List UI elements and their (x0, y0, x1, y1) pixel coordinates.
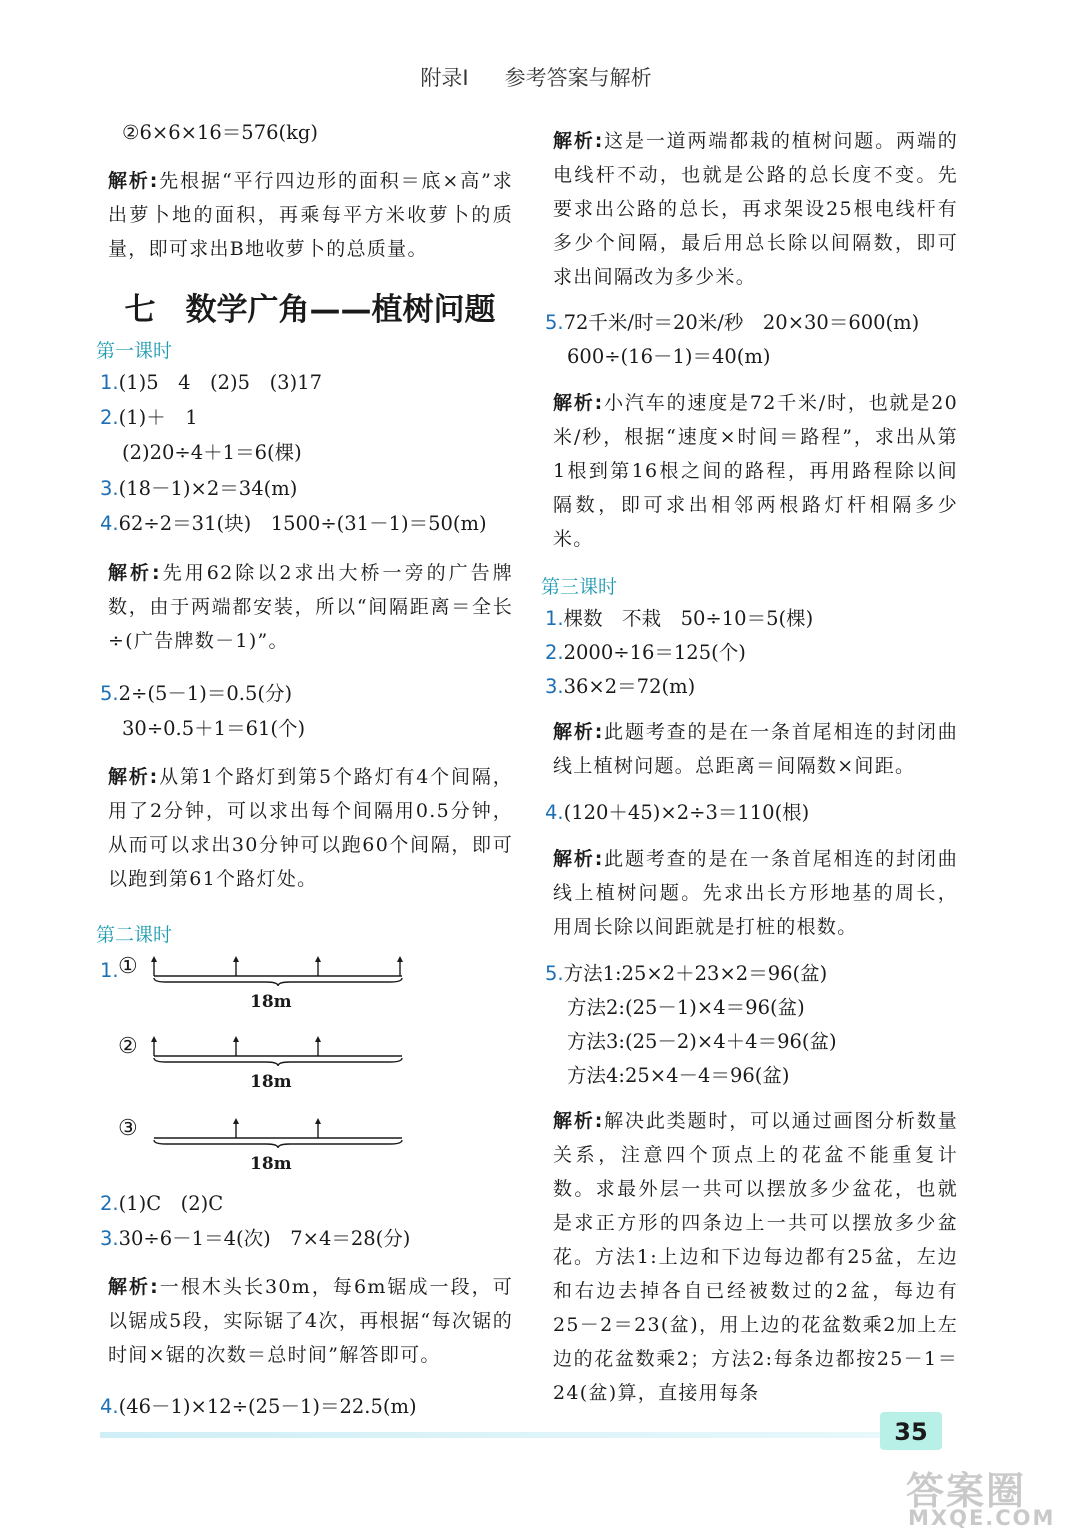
lesson-heading: 第二课时 (96, 924, 173, 946)
question-line (100, 1226, 410, 1252)
question-number: 1. (100, 371, 119, 394)
watermark-url: MXQE.COM (908, 1506, 1056, 1530)
arrow-head (233, 1118, 239, 1124)
segment-figure (146, 954, 416, 988)
analysis-tag: 解析: (108, 1276, 160, 1298)
length-brace (154, 1058, 402, 1066)
analysis-text: 一根木头长30m，每6m锯成一段，可以锯成5段，实际锯了4次，再根据“每次锯的时间×锯的次数＝总时间”解答即可。 (108, 1276, 514, 1366)
answer-text: 62÷2＝31(块) 1500÷(31－1)＝50(m) (118, 512, 487, 535)
question-number: 5. (545, 962, 564, 985)
answer-text: 72千米/时＝20米/秒 20×30＝600(m) (563, 311, 920, 334)
question-number: 5. (545, 311, 564, 334)
analysis-block (553, 842, 958, 944)
answer-text: (1)C (2)C (118, 1192, 224, 1215)
tree-diagram-1 (100, 954, 420, 1016)
analysis-text: 先根据“平行四边形的面积＝底×高”求出萝卜地的面积，再乘每平方米收萝卜的质量，即可求出B地收萝卜的总质量。 (108, 170, 514, 260)
question-line (100, 476, 297, 502)
answer-line: 方法3:(25－2)×4＋4＝96(盆) (567, 1030, 837, 1053)
answer-text: 棵数 不栽 50÷10＝5(棵) (563, 607, 814, 630)
analysis-text: 小汽车的速度是72千米/时，也就是20米/秒，根据“速度×时间＝路程”，求出从第1根到第16根之间的路程，再用路程除以间隔数，即可求出相邻两根路灯杆相隔多少米。 (553, 392, 958, 550)
length-label: 18m (250, 1154, 292, 1174)
length-brace (154, 978, 402, 986)
arrow-head (315, 1036, 321, 1042)
answer-text: 方法1:25×2＋23×2＝96(盆) (563, 962, 828, 985)
analysis-text: 此题考查的是在一条首尾相连的封闭曲线上植树问题。总距离＝间隔数×间距。 (553, 721, 958, 777)
arrow-head (233, 956, 239, 962)
answer-line: 方法4:25×4－4＝96(盆) (567, 1064, 790, 1087)
analysis-tag: 解析: (108, 766, 159, 788)
answer-text: (1)5 4 (2)5 (3)17 (118, 371, 323, 394)
question-line (100, 681, 292, 707)
arrow-head (151, 956, 157, 962)
tree-diagram-3 (100, 1116, 420, 1178)
arrow-head (233, 1036, 239, 1042)
analysis-block (553, 715, 958, 783)
diagram-marker: ② (118, 1034, 138, 1059)
analysis-block (553, 386, 958, 556)
analysis-block (108, 760, 513, 896)
question-line (545, 310, 919, 336)
analysis-text: 此题考查的是在一条首尾相连的封闭曲线上植树问题。先求出长方形地基的周长，用周长除以间距就是打桩的根数。 (553, 848, 958, 938)
answer-text: (1)＋ 1 (118, 406, 198, 429)
answer-line: ②6×6×16＝576(kg) (122, 121, 319, 144)
answer-text: (120＋45)×2÷3＝110(根) (563, 801, 810, 824)
question-number: 2. (100, 1192, 119, 1215)
answer-line: 600÷(16－1)＝40(m) (567, 345, 771, 368)
analysis-text: 从第1个路灯到第5个路灯有4个间隔，用了2分钟，可以求出每个间隔用0.5分钟，从而可以求出30分钟可以跑60个间隔，即可以跑到第61个路灯处。 (108, 766, 514, 890)
question-line (100, 511, 487, 537)
answer-line: 30÷0.5＋1＝61(个) (122, 717, 306, 740)
question-line (545, 961, 827, 987)
analysis-text: 先用62除以2求出大桥一旁的广告牌数，由于两端都安装，所以“间隔距离＝全长÷(广告牌数－1)”。 (108, 562, 514, 652)
question-line (545, 640, 746, 666)
question-number: 1. (545, 607, 564, 630)
segment-figure (146, 1034, 416, 1068)
answer-text: (46－1)×12÷(25－1)＝22.5(m) (118, 1395, 417, 1418)
length-label: 18m (250, 1072, 292, 1092)
length-brace (154, 1140, 402, 1148)
analysis-tag: 解析: (553, 721, 604, 743)
segment-figure (146, 1116, 416, 1150)
watermark-text: 答案圈 (906, 1469, 1027, 1513)
question-number: 4. (100, 512, 119, 535)
page-number: 35 (880, 1412, 942, 1450)
page-header (0, 62, 1072, 92)
analysis-tag: 解析: (553, 848, 604, 870)
section-name: 数学广角——植树问题 (185, 292, 496, 328)
question-number: 4. (545, 801, 564, 824)
question-number: 3. (100, 477, 119, 500)
analysis-tag: 解析: (553, 130, 604, 152)
answer-line: (2)20÷4＋1＝6(棵) (122, 441, 302, 464)
question-line (100, 1394, 417, 1420)
question-line (545, 800, 809, 826)
lesson-heading: 第一课时 (96, 340, 173, 362)
answer-text: (18－1)×2＝34(m) (118, 477, 298, 500)
question-number: 4. (100, 1395, 119, 1418)
arrow-head (315, 956, 321, 962)
tree-diagram-2 (100, 1034, 420, 1096)
question-line (545, 674, 695, 700)
analysis-text: 这是一道两端都栽的植树问题。两端的电线杆不动，也就是公路的总长度不变。先要求出公路的总长，再求架设25根电线杆有多少个间隔，最后用总长除以间隔数，即可求出间隔改为多少米。 (553, 130, 958, 288)
question-number: 5. (100, 682, 119, 705)
analysis-block (108, 164, 513, 266)
answer-text: 2÷(5－1)＝0.5(分) (118, 682, 293, 705)
diagram-marker: ① (118, 954, 138, 979)
question-number: 3. (545, 675, 564, 698)
analysis-block (553, 124, 958, 294)
analysis-text: 解决此类题时，可以通过画图分析数量关系，注意四个顶点上的花盆不能重复计数。求最外层一共可以摆放多少盆花，也就是求正方形的四条边上一共可以摆放多少盆花。方法1:上边和下边每边都有25盆，左边和右边去掉各自已经被数过的2盆，每边有25－2＝23(盆)，用上边的花盆数乘2加上左边的花盆数乘2；方法2:每条边都按25－1＝24(盆)算，直接用每条 (553, 1110, 958, 1404)
lesson-heading: 第三课时 (541, 576, 618, 598)
arrow-head (151, 1036, 157, 1042)
question-line (100, 405, 198, 431)
question-number: 2. (100, 406, 119, 429)
answer-text: 30÷6－1＝4(次) 7×4＝28(分) (118, 1227, 411, 1250)
question-number: 3. (100, 1227, 119, 1250)
appendix-label: 附录Ⅰ (420, 66, 469, 90)
question-line (100, 370, 322, 396)
analysis-block (108, 556, 513, 658)
analysis-tag: 解析: (553, 392, 604, 414)
arrow-head (315, 1118, 321, 1124)
analysis-tag: 解析: (108, 562, 161, 584)
answer-text: 2000÷16＝125(个) (563, 641, 746, 664)
question-line (545, 606, 813, 632)
watermark-logo (896, 1460, 1066, 1532)
question-number: 2. (545, 641, 564, 664)
analysis-tag: 解析: (108, 170, 159, 192)
analysis-block (108, 1270, 513, 1372)
answer-text: 36×2＝72(m) (563, 675, 696, 698)
arrow-head (397, 956, 403, 962)
analysis-tag: 解析: (553, 1110, 604, 1132)
footer-bar (100, 1432, 880, 1438)
analysis-block (553, 1104, 958, 1410)
section-number: 七 (124, 292, 156, 328)
section-title (100, 284, 520, 329)
header-title: 参考答案与解析 (504, 66, 652, 90)
length-label: 18m (250, 992, 292, 1012)
diagram-marker: ③ (118, 1116, 138, 1141)
question-line (100, 1191, 223, 1217)
question-number: 1. (100, 959, 119, 982)
answer-line: 方法2:(25－1)×4＝96(盆) (567, 996, 805, 1019)
